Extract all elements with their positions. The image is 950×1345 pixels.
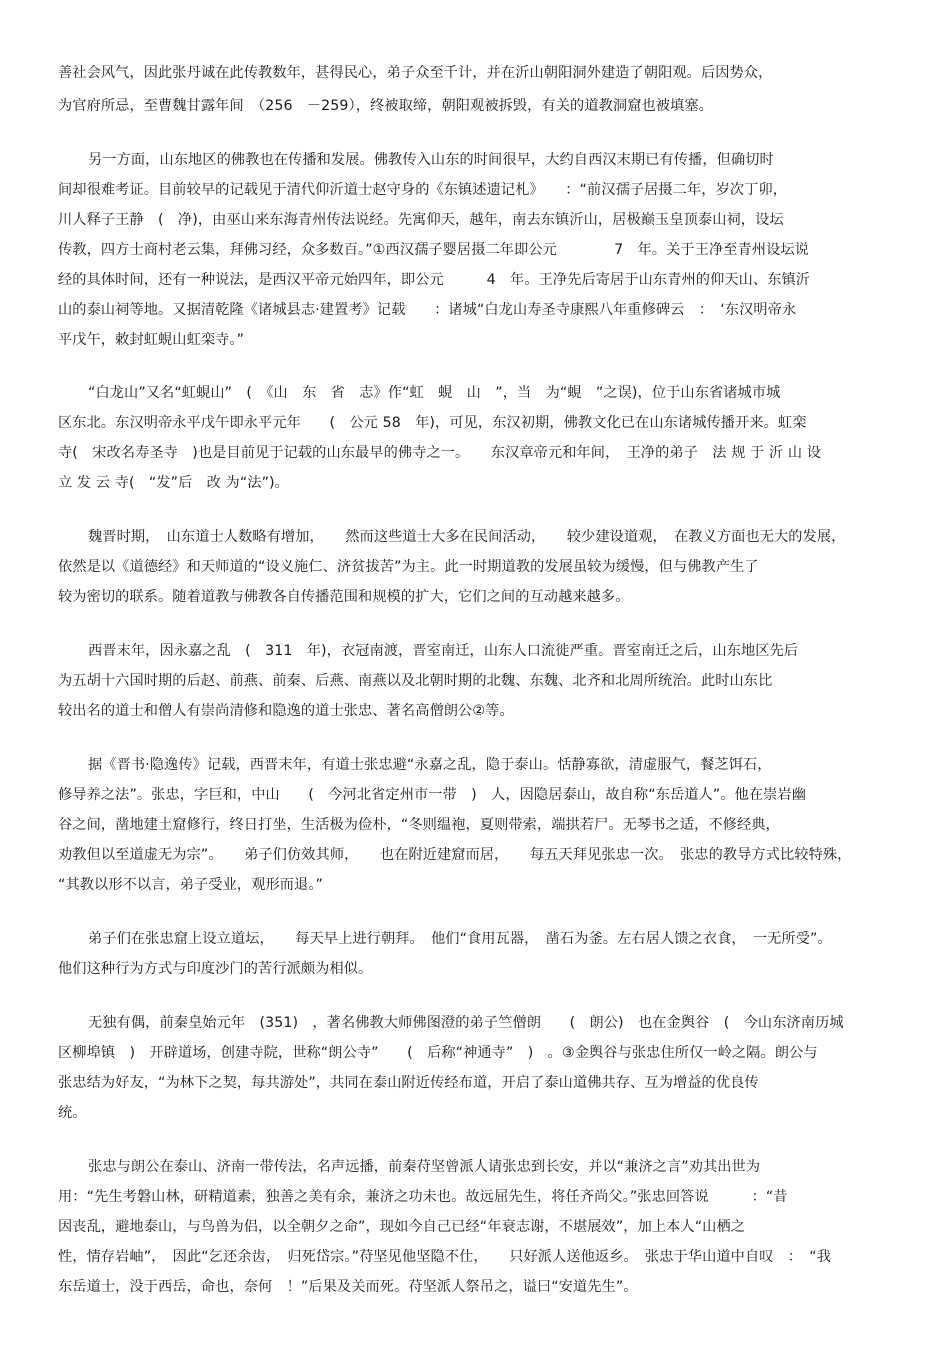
paragraph-7-line-1: 弟子们在张忠窟上设立道坛， 每天早上进行朝拜。 他们“食用瓦器， 凿石为釜。左右居人馈之衣食， 一无所受”。 [88,931,832,947]
paragraph-3-line-2: 区东北。东汉明帝永平戊午即永平元年 ( 公元 58 年)，可见，东汉初期，佛教文化已在山东诸城传播开来。虹栾 [58,415,807,431]
paragraph-2-line-4: 传教，四方士商村老云集，拜佛习经，众多数百。”①西汉孺子婴居摄二年即公元 7 年。关于王净至青州设坛说 [58,242,809,258]
paragraph-2-line-7: 平戊午，敕封虹蜆山虹栾寺。” [58,332,245,348]
paragraph-4-line-2: 依然是以《道德经》和天师道的“设义施仁、济贫拔苦”为主。此一时期道教的发展虽较为缓慢，但与佛教产生了 [58,559,759,575]
paragraph-6-line-4: 劝教但以至道虚无为宗”。 弟子们仿效其师， 也在附近建窟而居， 每五天拜见张忠一次。 张忠的教导方式比较特殊， [58,847,852,863]
paragraph-6-line-2: 修导养之法”。张忠，字巨和，中山 ( 今河北省定州市一带 ) 人，因隐居泰山，故自称“东岳道人”。他在崇岩幽 [58,787,806,803]
paragraph-2-line-6: 山的泰山祠等地。又据清乾隆《诸城县志·建置考》记载 ：诸城“白龙山寿圣寺康熙八年重修碑云 ： ‘东汉明帝永 [58,302,797,318]
paragraph-6-line-1: 据《晋书·隐逸传》记载，西晋末年，有道士张忠避“永嘉之乱，隐于泰山。恬静寡欲，清虚服气，餐芝饵石， [88,757,772,773]
paragraph-5-line-1: 西晋末年，因永嘉之乱 ( 311 年)，衣冠南渡，晋室南迁，山东人口流徙严重。晋室南迁之后，山东地区先后 [88,643,799,659]
paragraph-9-line-4: 性，情存岩岫”， 因此“乞还余齿， 归死岱宗。”苻坚见他坚隐不仕， 只好派人送他返乡。 张忠于华山道中自叹 ： “我 [58,1249,832,1265]
paragraph-8-line-3: 张忠结为好友，“为林下之契，每共游处”，共同在泰山附近传经布道，开启了泰山道佛共存、互为增益的优良传 [58,1075,759,1091]
paragraph-2-line-2: 间却很难考证。目前较早的记载见于清代仰沂道士赵守身的《东镇述遗记札》 ：“前汉孺子居摄二年，岁次丁卯， [58,182,788,198]
paragraph-4-line-1: 魏晋时期， 山东道士人数略有增加， 然而这些道士大多在民间活动， 较少建设道观， 在教义方面也无大的发展， [88,529,846,545]
paragraph-7-line-2: 他们这种行为方式与印度沙门的苦行派颇为相似。 [58,961,373,977]
paragraph-2-line-1: 另一方面，山东地区的佛教也在传播和发展。佛教传入山东的时间很早，大约自西汉末期已有传播，但确切时 [88,152,774,168]
paragraph-3-line-1: “白龙山”又名“虹蜆山” ( 《山 东 省 志》作“虹 蜆 山 ”，当 为“蜆 ”之误)，位于山东省诸城市城 [88,385,781,401]
paragraph-6-line-3: 谷之间，凿地建土窟修行，终日打坐，生活极为俭朴，“冬则缊袍，夏则带索，端拱若尸。无琴书之适，不修经典， [58,817,780,833]
paragraph-6-line-5: “其教以形不以言，弟子受业，观形而退。” [58,877,323,893]
paragraph-3-line-3: 寺( 宋改名寿圣寺 )也是目前见于记载的山东最早的佛寺之一。 东汉章帝元和年间， 王净的弟子 法 规 于 沂 山 设 [58,445,822,461]
paragraph-9-line-2: 用：“先生考磐山林，研精道素，独善之美有余，兼济之功未也。故远屈先生，将任齐尚父。”张忠回答说 ：“昔 [58,1189,788,1205]
paragraph-8-line-4: 统。 [58,1105,87,1121]
paragraph-2-line-5: 经的具体时间，还有一种说法，是西汉平帝元始四年，即公元 4 年。王净先后寄居于山东青州的仰天山、东镇沂 [58,272,811,288]
paragraph-3-line-4: 立 发 云 寺( “发”后 改 为“法”)。 [58,475,289,491]
paragraph-4-line-3: 较为密切的联系。随着道教与佛教各自传播范围和规模的扩大，它们之间的互动越来越多。 [58,589,630,605]
paragraph-1-line-1: 善社会风气，因此张丹诚在此传教数年，甚得民心，弟子众至千计，并在沂山朝阳洞外建造了朝阳观。后因势众， [58,65,773,81]
paragraph-8-line-2: 区柳埠镇 ) 开辟道场，创建寺院，世称“朗公寺” ( 后称“神通寺” ) 。③金舆谷与张忠住所仅一岭之隔。朗公与 [58,1045,818,1061]
paragraph-5-line-3: 较出名的道士和僧人有崇尚清修和隐逸的道士张忠、著名高僧朗公②等。 [58,703,514,719]
paragraph-8-line-1: 无独有偶，前秦皇始元年 (351) ，著名佛教大师佛图澄的弟子竺僧朗 ( 朗公) 也在金舆谷 ( 今山东济南历城 [88,1015,844,1031]
paragraph-2-line-3: 川人释子王静 ( 净)，由巫山来东海青州传法说经。先寓仰天，越年，南去东镇沂山，居极巅玉皇顶泰山祠，设坛 [58,212,784,228]
paragraph-5-line-2: 为五胡十六国时期的后赵、前燕、前秦、后燕、南燕以及北朝时期的北魏、东魏、北齐和北周所统治。此时山东比 [58,673,773,689]
paragraph-9-line-3: 因丧乱，避地泰山，与鸟兽为侣，以全朝夕之命”，现如今自己已经“年衰志谢，不堪展效”，加上本人“山栖之 [58,1219,746,1235]
paragraph-9-line-1: 张忠与朗公在泰山、济南一带传法，名声远播，前秦苻坚曾派人请张忠到长安，并以“兼济之言”劝其出世为 [88,1159,761,1175]
paragraph-9-line-5: 东岳道士，没于西岳，命也，奈何 ！”后果及关而死。苻坚派人祭吊之，谥曰“安道先生”。 [58,1279,638,1295]
paragraph-1-line-2: 为官府所忌，至曹魏甘露年间 （256 －259），终被取缔，朝阳观被拆毁，有关的道教洞窟也被填塞。 [58,98,713,114]
